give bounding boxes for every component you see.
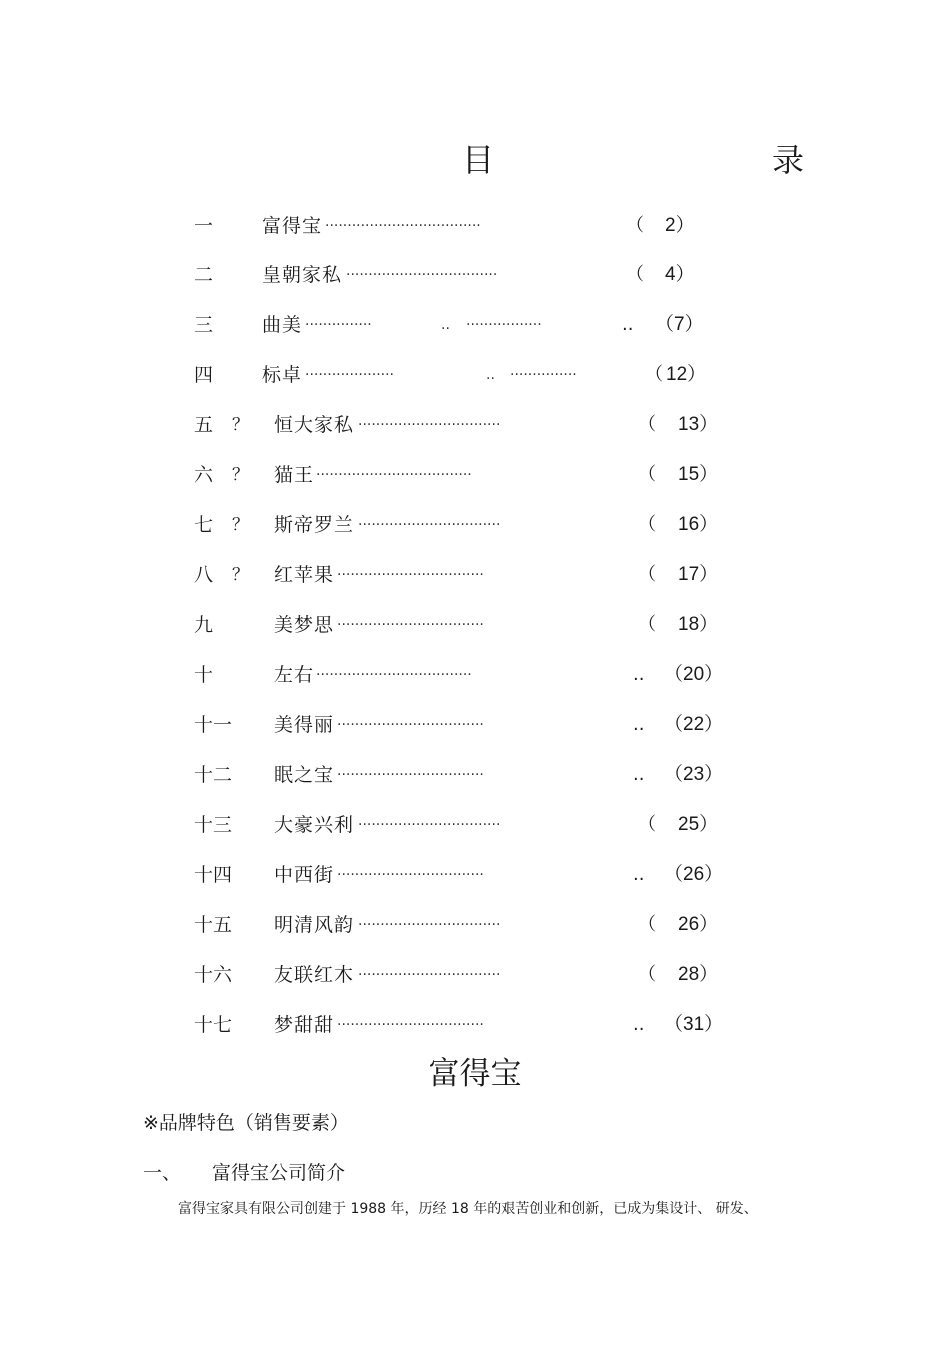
toc-entry bbox=[0, 810, 950, 840]
toc-entry bbox=[0, 660, 950, 690]
toc-entry-marker: ？ bbox=[232, 465, 249, 485]
toc-entry-leader: ································ bbox=[358, 517, 501, 533]
toc-entry-page: 25） bbox=[678, 814, 719, 835]
toc-entry-number: 十六 bbox=[194, 964, 233, 986]
toc-entry-label: 美得丽 bbox=[274, 714, 335, 736]
toc-entry-label: 斯帝罗兰 bbox=[274, 514, 355, 536]
toc-entry-label: 皇朝家私 bbox=[262, 264, 343, 286]
toc-entry-number: 四 bbox=[194, 364, 214, 386]
toc-entry-label: 猫王 bbox=[274, 464, 315, 486]
toc-entry-number: 十二 bbox=[194, 764, 233, 786]
toc-entry-paren: （ bbox=[638, 514, 656, 535]
toc-entry-page: 13） bbox=[678, 414, 719, 435]
toc-entry-leader-break: .. bbox=[486, 367, 495, 383]
toc-entry-label: 明清风韵 bbox=[274, 914, 355, 936]
toc-entry-number: 十一 bbox=[194, 714, 233, 736]
toc-entry-label: 眠之宝 bbox=[274, 764, 335, 786]
toc-entry-leader: ··································· bbox=[325, 218, 481, 234]
toc-entry bbox=[0, 211, 950, 241]
toc-entry bbox=[0, 610, 950, 640]
toc-entry-label: 美梦思 bbox=[274, 614, 335, 636]
toc-entry-leader-break: .. bbox=[441, 317, 450, 333]
toc-entry-page: 26） bbox=[678, 914, 719, 935]
toc-entry bbox=[0, 760, 950, 790]
toc-entry bbox=[0, 460, 950, 490]
section-heading: 富得宝 bbox=[428, 1056, 522, 1092]
toc-entry-leader: ··············· bbox=[305, 317, 372, 333]
toc-entry-label: 大豪兴利 bbox=[274, 814, 355, 836]
toc-entry-page: （7） bbox=[655, 314, 704, 335]
toc-entry-number: 五 bbox=[194, 414, 214, 436]
toc-entry-number: 十四 bbox=[194, 864, 233, 886]
toc-entry-number: 十五 bbox=[194, 914, 233, 936]
toc-entry-paren: .. bbox=[622, 314, 634, 335]
toc-entry bbox=[0, 910, 950, 940]
toc-entry bbox=[0, 1010, 950, 1040]
intro-number: 一、 bbox=[143, 1162, 182, 1184]
toc-entry-page: 12） bbox=[666, 364, 707, 385]
toc-entry-leader: ································ bbox=[358, 417, 501, 433]
toc-entry-label: 曲美 bbox=[262, 314, 303, 336]
toc-entry-leader: ································· bbox=[337, 867, 484, 883]
toc-entry-number: 七 bbox=[194, 514, 214, 536]
brand-feature-label: ※品牌特色（销售要素） bbox=[143, 1112, 349, 1134]
toc-entry-label: 梦甜甜 bbox=[274, 1014, 335, 1036]
toc-entry-number: 九 bbox=[194, 614, 214, 636]
toc-entry-paren: .. bbox=[633, 714, 645, 735]
toc-entry-marker: ？ bbox=[232, 415, 249, 435]
toc-entry-page: 4） bbox=[665, 264, 695, 285]
toc-entry-paren: .. bbox=[633, 1014, 645, 1035]
toc-title-right: 录 bbox=[772, 141, 805, 179]
toc-entry-page: （23） bbox=[664, 764, 724, 785]
toc-entry-paren: .. bbox=[633, 864, 645, 885]
toc-entry bbox=[0, 260, 950, 290]
toc-entry-leader: ································ bbox=[358, 817, 501, 833]
toc-entry-page: 16） bbox=[678, 514, 719, 535]
toc-entry-page: 15） bbox=[678, 464, 719, 485]
toc-entry-paren: （ bbox=[638, 414, 656, 435]
intro-paragraph: 富得宝家具有限公司创建于 1988 年，历经 18 年的艰苦创业和创新，已成为集设计、 研发、 bbox=[178, 1201, 758, 1217]
toc-entry-paren: （ bbox=[638, 564, 656, 585]
toc-entry-marker: ？ bbox=[232, 565, 249, 585]
toc-entry-leader: ································ bbox=[358, 917, 501, 933]
intro-title: 富得宝公司简介 bbox=[212, 1162, 346, 1184]
toc-entry bbox=[0, 860, 950, 890]
toc-entry bbox=[0, 960, 950, 990]
toc-entry-paren: （ bbox=[638, 614, 656, 635]
toc-entry-number: 十七 bbox=[194, 1014, 233, 1036]
toc-entry-number: 一 bbox=[194, 215, 214, 237]
toc-entry-page: 17） bbox=[678, 564, 719, 585]
toc-entry-paren: （ bbox=[626, 264, 644, 285]
toc-entry-label: 富得宝 bbox=[262, 215, 323, 237]
toc-entry-label: 红苹果 bbox=[274, 564, 335, 586]
toc-entry bbox=[0, 710, 950, 740]
toc-entry-leader: ································· bbox=[337, 717, 484, 733]
toc-entry-page: 18） bbox=[678, 614, 719, 635]
toc-entry-page: （22） bbox=[664, 714, 724, 735]
toc-entry-marker: ？ bbox=[232, 515, 249, 535]
toc-entry-leader: ································· bbox=[337, 617, 484, 633]
toc-entry bbox=[0, 410, 950, 440]
toc-entry-number: 六 bbox=[194, 464, 214, 486]
toc-entry-leader: ···················· bbox=[305, 367, 395, 383]
toc-entry-leader: ································· bbox=[337, 767, 484, 783]
toc-entry-page: （20） bbox=[664, 664, 724, 685]
toc-entry-label: 恒大家私 bbox=[274, 414, 355, 436]
toc-entry-paren: （ bbox=[638, 914, 656, 935]
toc-entry-label: 中西街 bbox=[274, 864, 335, 886]
toc-entry-leader-2: ················· bbox=[466, 317, 542, 333]
toc-entry-page: 28） bbox=[678, 964, 719, 985]
toc-entry-paren: .. bbox=[633, 664, 645, 685]
toc-entry-number: 二 bbox=[194, 264, 214, 286]
toc-entry-number: 三 bbox=[194, 314, 214, 336]
toc-entry-number: 十 bbox=[194, 664, 214, 686]
toc-entry-number: 八 bbox=[194, 564, 214, 586]
toc-entry-page: （31） bbox=[664, 1014, 724, 1035]
toc-entry-label: 友联红木 bbox=[274, 964, 355, 986]
toc-entry-leader: ·································· bbox=[346, 267, 498, 283]
toc-entry bbox=[0, 560, 950, 590]
toc-entry-leader: ··································· bbox=[316, 467, 472, 483]
toc-title-left: 目 bbox=[462, 141, 495, 179]
toc-entry bbox=[0, 360, 950, 390]
toc-entry-leader: ··································· bbox=[316, 667, 472, 683]
toc-entry-paren: （ bbox=[638, 464, 656, 485]
toc-entry bbox=[0, 510, 950, 540]
toc-entry-leader: ································ bbox=[358, 967, 501, 983]
toc-entry-leader: ································· bbox=[337, 567, 484, 583]
toc-entry-number: 十三 bbox=[194, 814, 233, 836]
toc-entry-paren: （ bbox=[626, 215, 644, 236]
toc-entry bbox=[0, 310, 950, 340]
toc-entry-paren: （ bbox=[645, 364, 663, 385]
toc-entry-leader: ································· bbox=[337, 1017, 484, 1033]
toc-entry-paren: .. bbox=[633, 764, 645, 785]
toc-entry-page: 2） bbox=[665, 215, 695, 236]
toc-entry-paren: （ bbox=[638, 814, 656, 835]
toc-entry-label: 标卓 bbox=[262, 364, 303, 386]
toc-entry-leader-2: ··············· bbox=[510, 367, 577, 383]
toc-entry-paren: （ bbox=[638, 964, 656, 985]
toc-entry-page: （26） bbox=[664, 864, 724, 885]
toc-entry-label: 左右 bbox=[274, 664, 315, 686]
